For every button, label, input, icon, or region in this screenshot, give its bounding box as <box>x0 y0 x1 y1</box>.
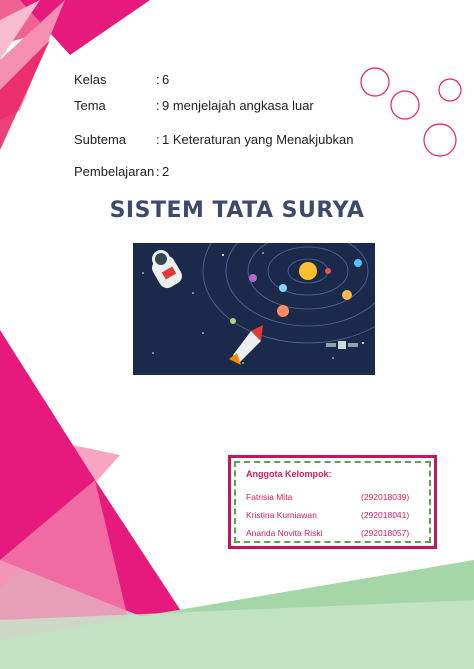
group-members-box <box>228 455 437 549</box>
decor-circle <box>424 124 456 156</box>
kelas-value: 6 <box>162 72 170 87</box>
pembelajaran-value: 2 <box>162 164 170 179</box>
member-name: Fatrisia Mita <box>246 492 293 502</box>
member-name: Ananda Novita Riski <box>246 528 323 538</box>
decor-circle <box>439 79 461 101</box>
member-id: (292018041) <box>361 510 410 520</box>
sun-icon <box>299 262 317 280</box>
planet-icon <box>230 318 236 324</box>
subtema-value: 1 Keteraturan yang Menakjubkan <box>162 132 354 147</box>
pembelajaran-separator: : <box>156 164 160 179</box>
kelas-separator: : <box>156 72 160 87</box>
planet-icon <box>342 290 352 300</box>
planet-icon <box>249 274 257 282</box>
member-id: (292018039) <box>361 492 410 502</box>
page-title: SISTEM TATA SURYA <box>109 198 365 223</box>
planet-icon <box>279 284 287 292</box>
subtema-separator: : <box>156 132 160 147</box>
decor-circle <box>391 91 419 119</box>
subtema-label: Subtema <box>74 132 127 147</box>
member-id: (292018057) <box>361 528 410 538</box>
tema-separator: : <box>156 98 160 113</box>
tema-label: Tema <box>74 98 106 113</box>
kelas-line <box>74 72 169 87</box>
group-heading: Anggota Kelompok: <box>246 469 332 479</box>
planet-icon <box>277 305 289 317</box>
tema-value: 9 menjelajah angkasa luar <box>162 98 314 113</box>
group-members-inner <box>234 461 431 543</box>
decor-circle <box>361 68 389 96</box>
planet-icon <box>354 259 362 267</box>
planet-icon <box>325 268 331 274</box>
pembelajaran-line <box>74 164 169 179</box>
subtema-line <box>74 132 354 147</box>
pembelajaran-label: Pembelajaran <box>74 164 155 179</box>
solar-system-illustration <box>133 243 375 375</box>
kelas-label: Kelas <box>74 72 107 87</box>
tema-line <box>74 98 314 113</box>
member-name: Kristina Kurniawan <box>246 510 317 520</box>
